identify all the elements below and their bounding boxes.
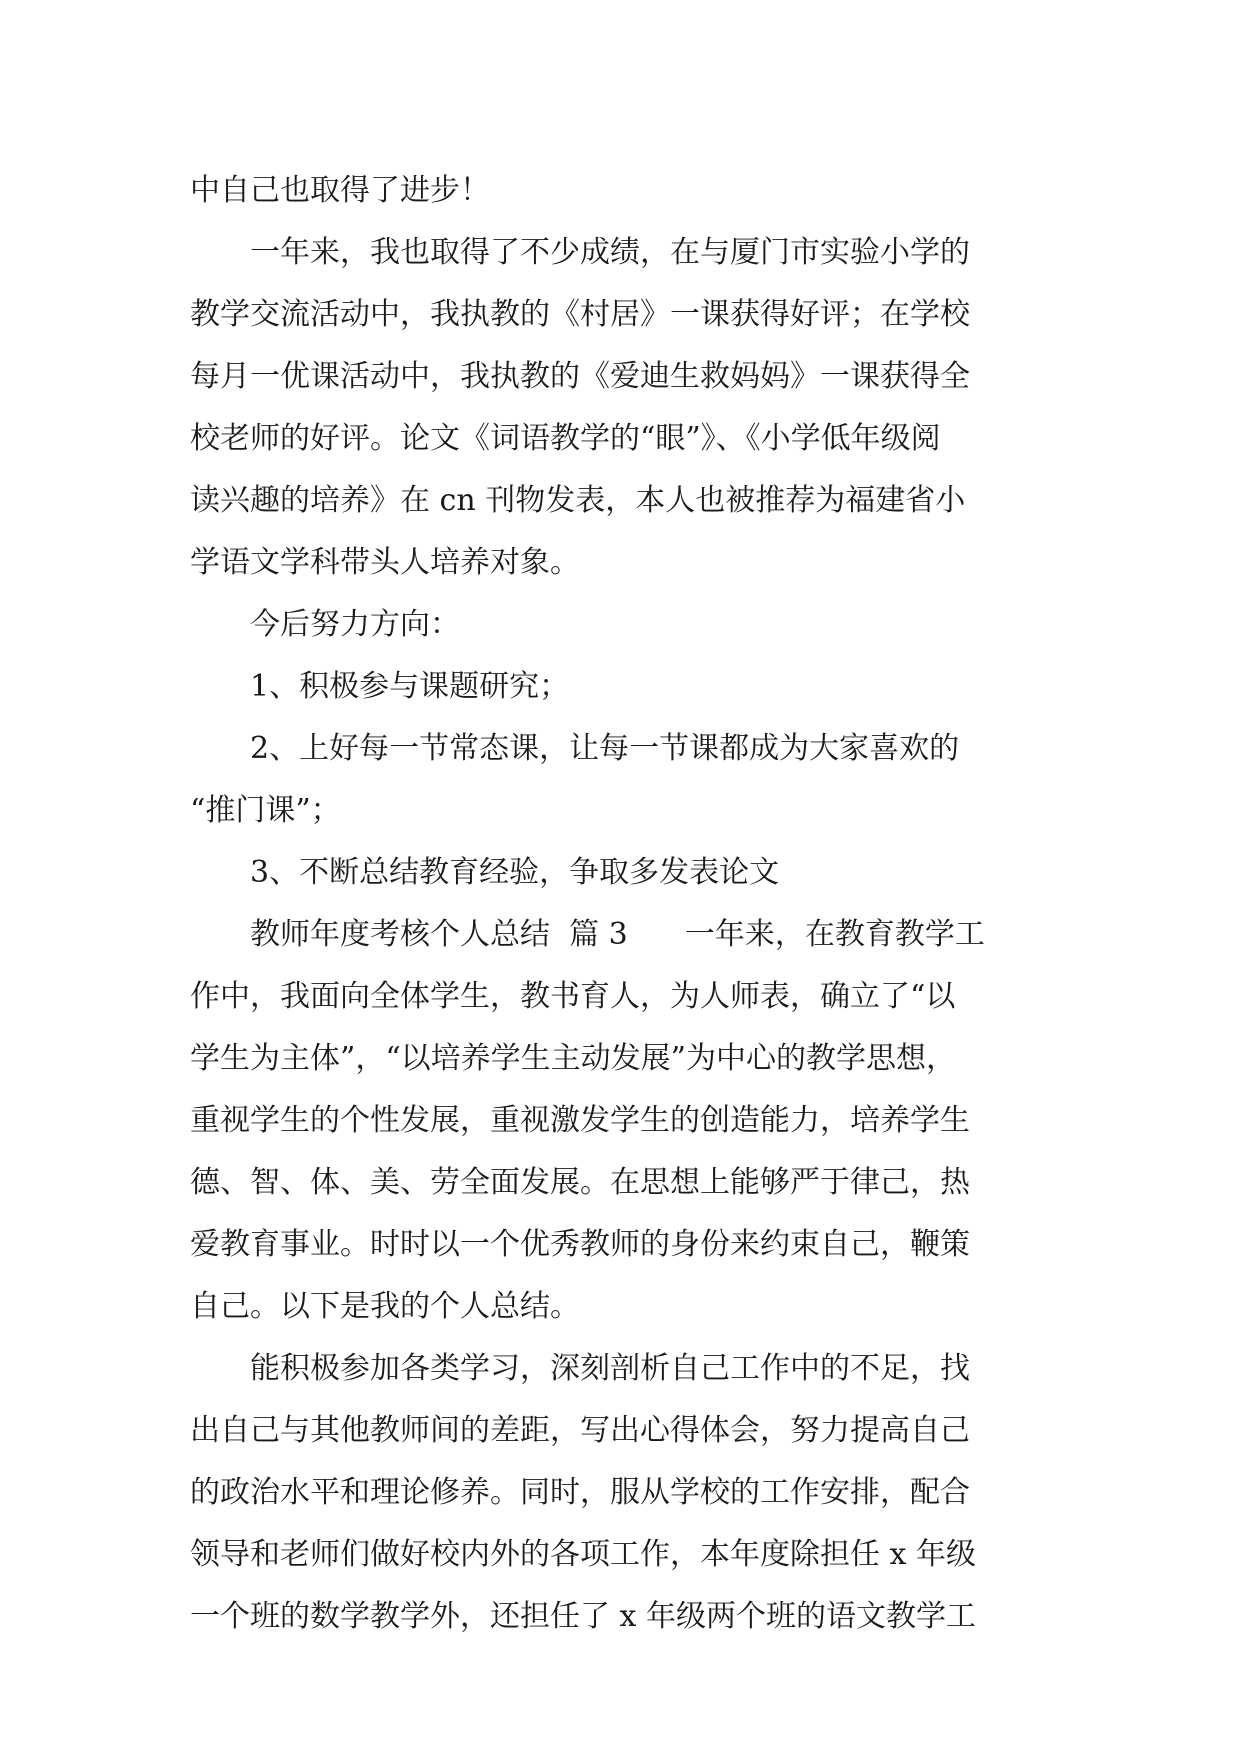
list-item: 1、积极参与课题研究；: [250, 669, 570, 704]
body-text: [190, 160, 1050, 1648]
text-line: 作中，我面向全体学生，教书育人，为人师表，确立了“以: [190, 979, 956, 1014]
text-line: 教学交流活动中，我执教的《村居》一课获得好评；在学校: [190, 297, 970, 332]
text-line: 重视学生的个性发展，重视激发学生的创造能力，培养学生: [190, 1103, 970, 1138]
text-line: 学语文学科带头人培养对象。: [190, 545, 580, 580]
text-line: “推门课”；: [190, 793, 341, 828]
text-line: 读兴趣的培养》在 cn 刊物发表，本人也被推荐为福建省小: [190, 483, 966, 518]
list-item: 3、不断总结教育经验，争取多发表论文: [250, 855, 780, 890]
text-line: 一年来，我也取得了不少成绩，在与厦门市实验小学的: [250, 235, 970, 270]
text-line: 的政治水平和理论修养。同时，服从学校的工作安排，配合: [190, 1475, 970, 1510]
text-line: 一个班的数学教学外，还担任了 x 年级两个班的语文教学工: [190, 1599, 976, 1634]
text-line: 爱教育事业。时时以一个优秀教师的身份来约束自己，鞭策: [190, 1227, 970, 1262]
text-line: 每月一优课活动中，我执教的《爱迪生救妈妈》一课获得全: [190, 359, 970, 394]
text-line: 学生为主体”，“以培养学生主动发展”为中心的教学思想，: [190, 1041, 957, 1076]
text-line: 领导和老师们做好校内外的各项工作，本年度除担任 x 年级: [190, 1537, 976, 1572]
text-line: 出自己与其他教师间的差距，写出心得体会，努力提高自己: [190, 1413, 970, 1448]
text-line: 德、智、体、美、劳全面发展。在思想上能够严于律己，热: [190, 1165, 970, 1200]
text-line: 自己。以下是我的个人总结。: [190, 1289, 580, 1324]
text-line: 校老师的好评。论文《词语教学的“眼”》、《小学低年级阅: [190, 421, 941, 456]
text-line: 中自己也取得了进步！: [190, 173, 490, 208]
section-heading: 今后努力方向：: [250, 607, 460, 642]
list-item: 2、上好每一节常态课，让每一节课都成为大家喜欢的: [250, 731, 960, 766]
text-line: 能积极参加各类学习，深刻剖析自己工作中的不足，找: [250, 1351, 970, 1386]
article-title-line: 教师年度考核个人总结 篇 3 一年来，在教育教学工: [250, 917, 985, 952]
